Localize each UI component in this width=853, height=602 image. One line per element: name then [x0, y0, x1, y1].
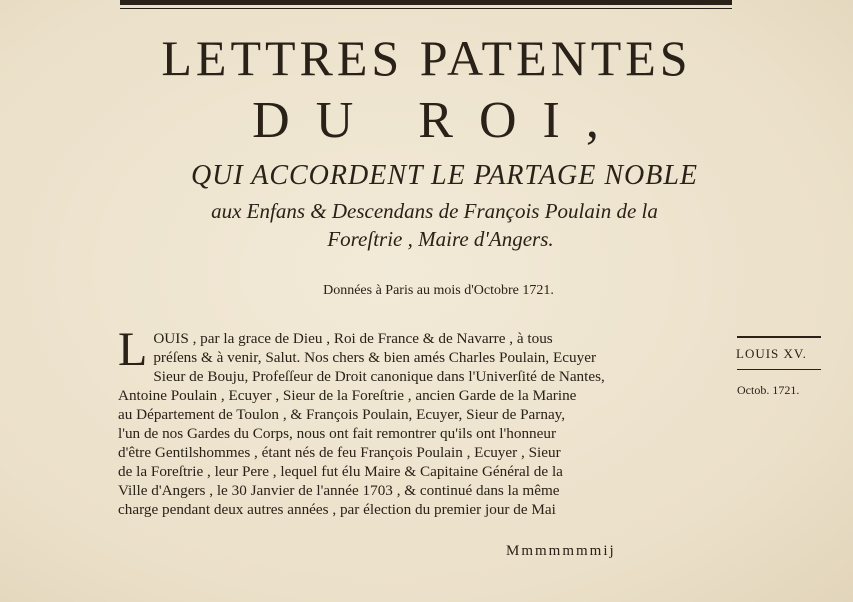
- dated-line: Données à Paris au mois d'Octobre 1721.: [323, 283, 554, 298]
- title-line-5: Foreſtrie , Maire d'Angers.: [327, 227, 554, 251]
- body-line: Antoine Poulain , Ecuyer , Sieur de la Foreſtrie , ancien Garde de la Marine: [118, 387, 577, 404]
- body-line: au Département de Toulon , & François Poulain, Ecuyer, Sieur de Parnay,: [118, 406, 566, 423]
- margin-note-date: Octob. 1721.: [737, 383, 800, 397]
- top-rule: [120, 0, 732, 5]
- body-line: Sieur de Bouju, Profeſſeur de Droit canonique dans l'Univerſité de Nantes,: [153, 368, 605, 385]
- body-text: [118, 323, 732, 519]
- body-line: d'être Gentilshommes , étant nés de feu François Poulain , Ecuyer , Sieur: [118, 444, 561, 461]
- drop-cap: L: [118, 323, 148, 376]
- body-line: Ville d'Angers , le 30 Janvier de l'année 1703 , & continué dans la même: [118, 482, 560, 499]
- body-line: charge pendant deux autres années , par élection du premier jour de Mai: [118, 501, 556, 518]
- body-line: préſens & à venir, Salut. Nos chers & bien amés Charles Poulain, Ecuyer: [153, 349, 596, 366]
- body-line: l'un de nos Gardes du Corps, nous ont fait remontrer qu'ils ont l'honneur: [118, 425, 557, 442]
- catchword: Mmmmmmmij: [506, 543, 616, 559]
- title-line-2: DU ROI,: [252, 92, 625, 149]
- title-line-4: aux Enfans & Descendans de François Poulain de la: [211, 199, 658, 223]
- title-line-3: QUI ACCORDENT LE PARTAGE NOBLE: [190, 160, 699, 191]
- margin-note-name: LOUIS XV.: [736, 346, 807, 361]
- top-rule-thin: [120, 8, 732, 9]
- body-line: OUIS , par la grace de Dieu , Roi de France & de Navarre , à tous: [153, 330, 553, 347]
- margin-rule-thin: [737, 369, 821, 370]
- margin-rule: [737, 336, 821, 338]
- title-line-1: LETTRES PATENTES: [161, 30, 692, 86]
- body-line: de la Foreſtrie , leur Pere , lequel fut élu Maire & Capitaine Général de la: [118, 463, 563, 480]
